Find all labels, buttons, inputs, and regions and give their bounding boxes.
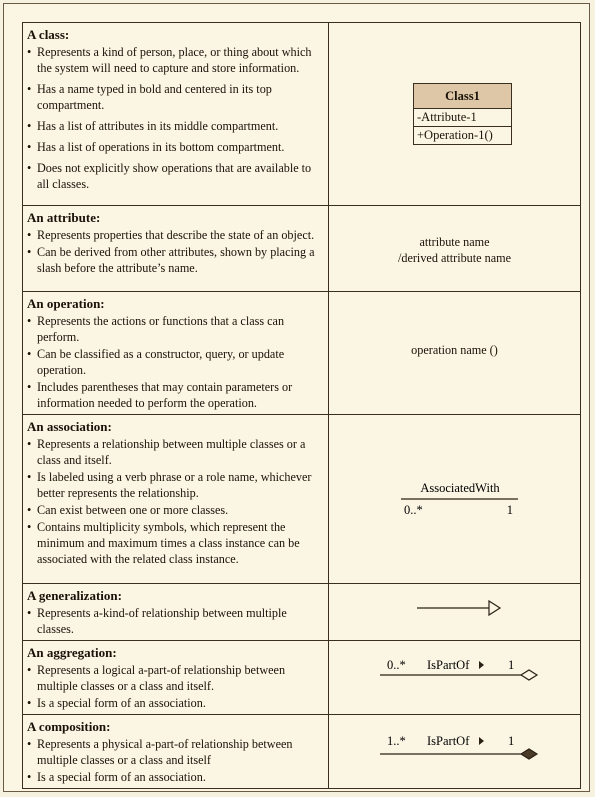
association-label: AssociatedWith bbox=[420, 481, 500, 495]
class-description bbox=[23, 23, 329, 206]
attribute-row bbox=[23, 206, 581, 292]
list-item: • Has a list of operations in its bottom compartment. bbox=[27, 139, 323, 155]
association-symbol-cell bbox=[329, 415, 581, 584]
right-triangle-icon bbox=[479, 737, 484, 745]
operation-title: An operation: bbox=[27, 296, 105, 311]
generalization-symbol-cell bbox=[329, 584, 581, 641]
composition-title: A composition: bbox=[27, 719, 111, 734]
operation-bullets bbox=[27, 313, 323, 411]
page-frame bbox=[3, 3, 590, 792]
generalization-bullets bbox=[27, 605, 323, 637]
aggregation-right-multiplicity: 1 bbox=[508, 658, 515, 672]
list-item: • Is a special form of an association. bbox=[27, 769, 323, 785]
attribute-name-text: attribute name bbox=[419, 235, 490, 249]
aggregation-left-multiplicity: 0..* bbox=[387, 658, 406, 672]
hollow-diamond-icon bbox=[521, 670, 537, 680]
list-item: • Represents a kind of person, place, or thing about which the system will need to capture and store information. bbox=[27, 44, 323, 76]
association-description bbox=[23, 415, 329, 584]
attribute-notation bbox=[329, 234, 580, 266]
list-item: • Is a special form of an association. bbox=[27, 695, 323, 711]
class-name: Class1 bbox=[414, 84, 511, 109]
aggregation-title: An aggregation: bbox=[27, 645, 117, 660]
composition-right-multiplicity: 1 bbox=[508, 734, 515, 748]
list-item: • Can exist between one or more classes. bbox=[27, 502, 323, 518]
list-item: • Does not explicitly show operations that are available to all classes. bbox=[27, 160, 323, 192]
aggregation-symbol bbox=[329, 641, 591, 711]
aggregation-bullets bbox=[27, 662, 323, 711]
generalization-title: A generalization: bbox=[27, 588, 122, 603]
operation-name-text: operation name () bbox=[411, 343, 498, 357]
derived-attribute-name-text: /derived attribute name bbox=[397, 251, 512, 265]
attribute-title: An attribute: bbox=[27, 210, 101, 225]
list-item: • Represents a-kind-of relationship between multiple classes. bbox=[27, 605, 323, 637]
attribute-description bbox=[23, 206, 329, 292]
association-left-multiplicity: 0..* bbox=[404, 503, 423, 517]
composition-description bbox=[23, 715, 329, 789]
association-right-multiplicity: 1 bbox=[506, 503, 513, 517]
composition-symbol bbox=[329, 715, 591, 788]
operation-row bbox=[23, 292, 581, 415]
list-item: • Is labeled using a verb phrase or a role name, whichever better represents the relationship. bbox=[27, 469, 323, 501]
list-item: • Represents the actions or functions that a class can perform. bbox=[27, 313, 323, 345]
composition-row bbox=[23, 715, 581, 789]
list-item: • Has a name typed in bold and centered in its top compartment. bbox=[27, 81, 323, 113]
hollow-triangle-arrow-icon bbox=[489, 601, 500, 615]
class-attribute: -Attribute-1 bbox=[414, 109, 511, 127]
association-symbol bbox=[329, 415, 591, 584]
operation-symbol-cell bbox=[329, 292, 581, 415]
class-operation: +Operation-1() bbox=[417, 128, 493, 142]
list-item: • Has a list of attributes in its middle compartment. bbox=[27, 118, 323, 134]
right-triangle-icon bbox=[479, 661, 484, 669]
list-item: • Can be derived from other attributes, shown by placing a slash before the attribute’s name. bbox=[27, 244, 323, 276]
composition-left-multiplicity: 1..* bbox=[387, 734, 406, 748]
aggregation-symbol-cell bbox=[329, 641, 581, 715]
association-title: An association: bbox=[27, 419, 112, 434]
aggregation-label: IsPartOf bbox=[427, 658, 470, 672]
association-row bbox=[23, 415, 581, 584]
uml-notation-table bbox=[22, 22, 581, 789]
composition-symbol-cell bbox=[329, 715, 581, 789]
generalization-description bbox=[23, 584, 329, 641]
list-item: • Represents a relationship between multiple classes or a class and itself. bbox=[27, 436, 323, 468]
class-box bbox=[413, 83, 512, 145]
aggregation-description bbox=[23, 641, 329, 715]
class-symbol-cell bbox=[329, 23, 581, 206]
aggregation-row bbox=[23, 641, 581, 715]
composition-bullets bbox=[27, 736, 323, 785]
generalization-symbol bbox=[329, 584, 591, 637]
association-bullets bbox=[27, 436, 323, 567]
operation-description bbox=[23, 292, 329, 415]
list-item: • Represents a physical a-part-of relationship between multiple classes or a class and itself bbox=[27, 736, 323, 768]
generalization-row bbox=[23, 584, 581, 641]
list-item: • Represents a logical a-part-of relationship between multiple classes or a class and itself. bbox=[27, 662, 323, 694]
attribute-symbol-cell bbox=[329, 206, 581, 292]
list-item: • Can be classified as a constructor, query, or update operation. bbox=[27, 346, 323, 378]
composition-label: IsPartOf bbox=[427, 734, 470, 748]
class-bullets bbox=[27, 44, 323, 192]
list-item: • Includes parentheses that may contain parameters or information needed to perform the operation. bbox=[27, 379, 323, 411]
list-item: • Contains multiplicity symbols, which represent the minimum and maximum times a class instance can be associated with the related class instance. bbox=[27, 519, 323, 567]
filled-diamond-icon bbox=[521, 749, 537, 759]
list-item: • Represents properties that describe the state of an object. bbox=[27, 227, 323, 243]
attribute-bullets bbox=[27, 227, 323, 276]
class-row bbox=[23, 23, 581, 206]
class-title: A class: bbox=[27, 27, 70, 42]
